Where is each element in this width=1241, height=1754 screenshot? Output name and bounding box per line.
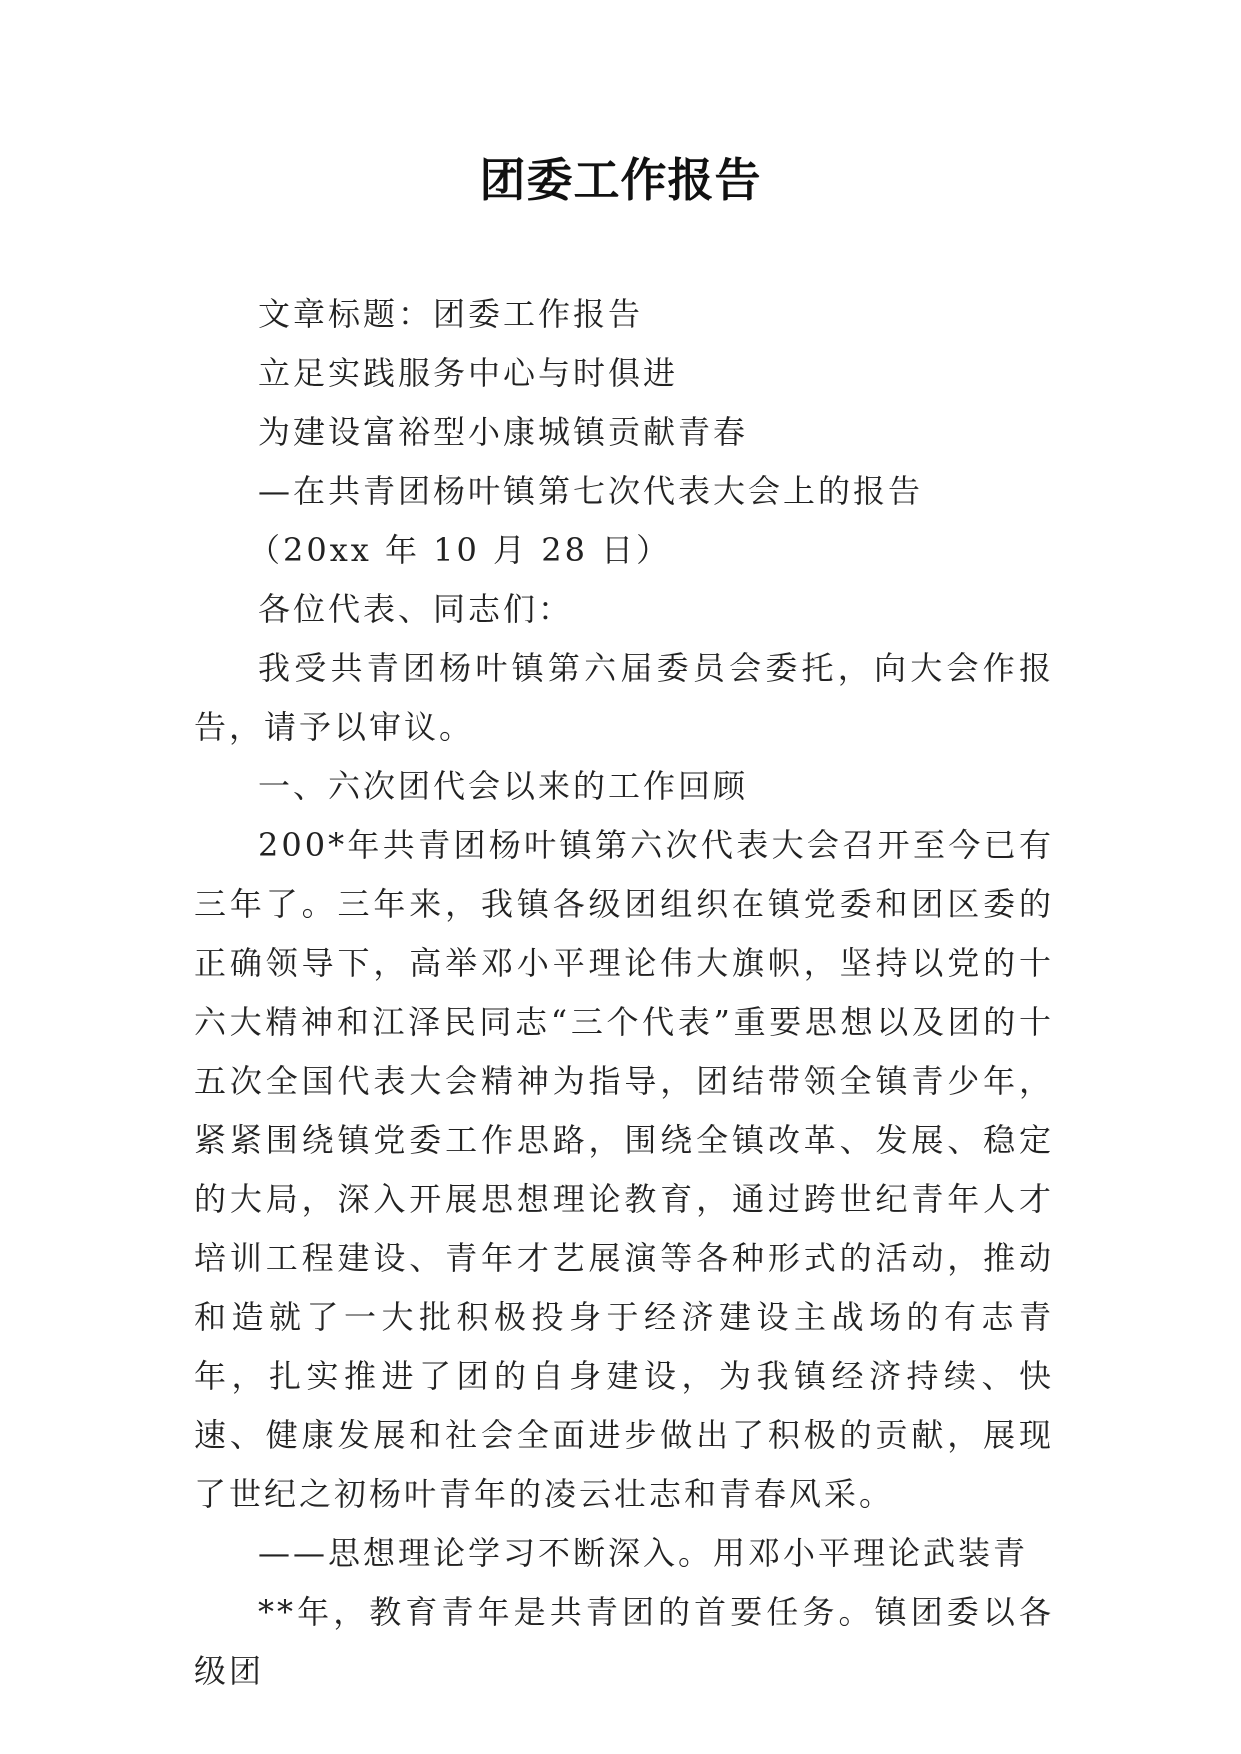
subtitle-line-1: 立足实践服务中心与时俱进 — [258, 354, 679, 392]
section-heading-1: 一、六次团代会以来的工作回顾 — [258, 767, 749, 805]
continuation-line: **年，教育青年是共青团的首要任务。镇团委以各级团 — [194, 1593, 1054, 1690]
document-title: 团委工作报告 — [479, 153, 762, 207]
subtitle-line-3: —在共青团杨叶镇第七次代表大会上的报告 — [258, 472, 924, 510]
salutation: 各位代表、同志们： — [258, 590, 574, 628]
subtitle-line-2: 为建设富裕型小康城镇贡献青春 — [258, 413, 749, 451]
intro-paragraph: 我受共青团杨叶镇第六届委员会委托，向大会作报告，请予以审议。 — [194, 649, 1054, 746]
article-heading-line: 文章标题：团委工作报告 — [258, 295, 644, 333]
subsection-line: ——思想理论学习不断深入。用邓小平理论武装青 — [258, 1534, 1029, 1572]
document-body — [194, 285, 1054, 1701]
report-date: （20xx 年 10 月 28 日） — [248, 531, 672, 569]
review-paragraph: 200*年共青团杨叶镇第六次代表大会召开至今已有三年了。三年来，我镇各级团组织在镇党委和团区委的正确领导下，高举邓小平理论伟大旗帜，坚持以党的十六大精神和江泽民同志“三个代表”重要思想以及团的十五次全国代表大会精神为指导，团结带领全镇青少年，紧紧围绕镇党委工作思路，围绕全镇改革、发展、稳定的大局，深入开展思想理论教育，通过跨世纪青年人才培训工程建设、青年才艺展演等各种形式的活动，推动和造就了一大批积极投身于经济建设主战场的有志青年，扎实推进了团的自身建设，为我镇经济持续、快速、健康发展和社会全面进步做出了积极的贡献，展现了世纪之初杨叶青年的凌云壮志和青春风采。 — [194, 826, 1054, 1513]
